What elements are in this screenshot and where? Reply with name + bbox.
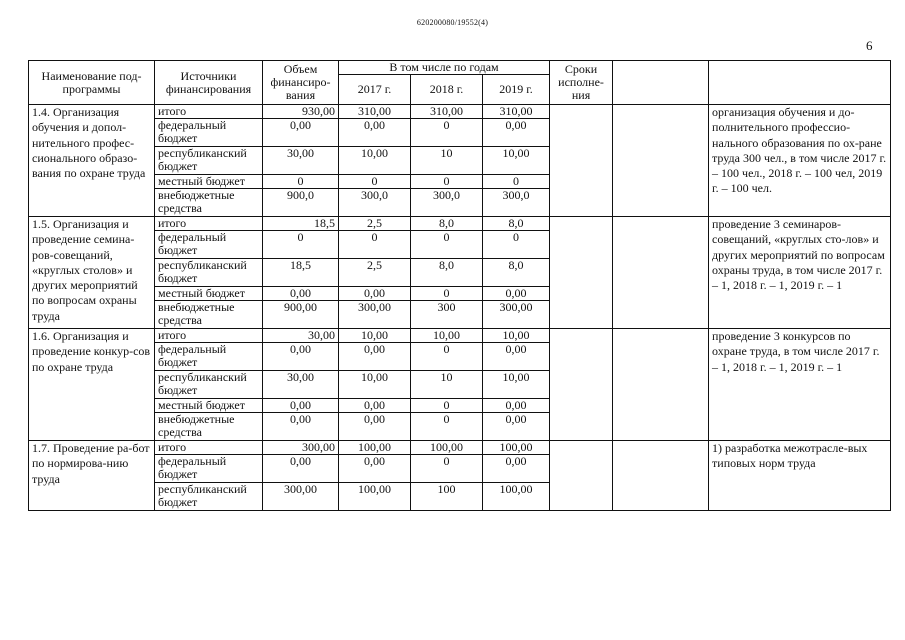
funding-source-cell: внебюджетные средства xyxy=(155,413,263,441)
col-header-deadline: Сроки исполне-ния xyxy=(550,61,613,105)
year-2018-cell: 0 xyxy=(411,413,483,441)
funding-source-cell: итого xyxy=(155,217,263,231)
table-body xyxy=(29,105,891,511)
col-header-volume: Объем финансиро-вания xyxy=(263,61,339,105)
year-2017-cell: 0,00 xyxy=(339,413,411,441)
expected-result-cell: организация обучения и до-полнительного профессио-нального образования по ох-ране труда 300 чел., в том числе 2017 г. – 100 чел., 2018 г. – 100 чел, 2019 г. – 100 чел. xyxy=(709,105,891,217)
volume-cell: 0,00 xyxy=(263,455,339,483)
year-2019-cell: 0,00 xyxy=(483,343,550,371)
year-2018-cell: 0 xyxy=(411,287,483,301)
col-header-source: Источники финансирования xyxy=(155,61,263,105)
year-2017-cell: 0,00 xyxy=(339,287,411,301)
funding-source-cell: местный бюджет xyxy=(155,175,263,189)
year-2017-cell: 10,00 xyxy=(339,329,411,343)
year-2019-cell: 300,00 xyxy=(483,301,550,329)
year-2019-cell: 10,00 xyxy=(483,329,550,343)
page-number: 6 xyxy=(866,38,873,53)
year-2017-cell: 10,00 xyxy=(339,371,411,399)
year-2017-cell: 300,00 xyxy=(339,301,411,329)
year-2017-cell: 2,5 xyxy=(339,217,411,231)
funding-source-cell: республиканский бюджет xyxy=(155,259,263,287)
executor-cell xyxy=(613,441,709,511)
year-2018-cell: 100,00 xyxy=(411,441,483,455)
volume-cell: 0,00 xyxy=(263,343,339,371)
year-2018-cell: 10 xyxy=(411,371,483,399)
funding-source-cell: федеральный бюджет xyxy=(155,119,263,147)
col-header-name: Наименование под-программы xyxy=(29,61,155,105)
volume-cell: 30,00 xyxy=(263,371,339,399)
year-2019-cell: 8,0 xyxy=(483,259,550,287)
volume-cell: 18,5 xyxy=(263,259,339,287)
year-2019-cell: 0,00 xyxy=(483,287,550,301)
subprogram-name-cell: 1.6. Организация и проведение конкур-сов по охране труда xyxy=(29,329,155,441)
year-2017-cell: 10,00 xyxy=(339,147,411,175)
volume-cell: 930,00 xyxy=(263,105,339,119)
year-2018-cell: 0 xyxy=(411,455,483,483)
funding-source-cell: республиканский бюджет xyxy=(155,371,263,399)
volume-cell: 0,00 xyxy=(263,119,339,147)
deadline-cell xyxy=(550,105,613,217)
expected-result-cell: проведение 3 семинаров-совещаний, «круглых сто-лов» и других мероприятий по вопросам охраны труда, в том числе 2017 г. – 1, 2018 г. – 1, 2019 г. – 1 xyxy=(709,217,891,329)
year-2018-cell: 0 xyxy=(411,175,483,189)
deadline-cell xyxy=(550,217,613,329)
volume-cell: 0,00 xyxy=(263,287,339,301)
year-2018-cell: 0 xyxy=(411,119,483,147)
year-2019-cell: 0 xyxy=(483,175,550,189)
col-header-years-group: В том числе по годам xyxy=(339,61,550,75)
volume-cell: 900,0 xyxy=(263,189,339,217)
year-2019-cell: 10,00 xyxy=(483,147,550,175)
year-2019-cell: 10,00 xyxy=(483,371,550,399)
year-2018-cell: 8,0 xyxy=(411,259,483,287)
funding-source-cell: местный бюджет xyxy=(155,287,263,301)
year-2017-cell: 0,00 xyxy=(339,343,411,371)
financing-table xyxy=(28,60,891,511)
volume-cell: 900,00 xyxy=(263,301,339,329)
col-header-executor xyxy=(613,61,709,105)
year-2019-cell: 0,00 xyxy=(483,119,550,147)
year-2019-cell: 0,00 xyxy=(483,413,550,441)
year-2019-cell: 100,00 xyxy=(483,483,550,511)
subprogram-name-cell: 1.4. Организация обучения и допол-нительного профес-сионального образо-вания по охране труда xyxy=(29,105,155,217)
volume-cell: 0 xyxy=(263,231,339,259)
funding-source-cell: внебюджетные средства xyxy=(155,301,263,329)
year-2018-cell: 0 xyxy=(411,343,483,371)
col-header-2018: 2018 г. xyxy=(411,75,483,105)
funding-source-cell: внебюджетные средства xyxy=(155,189,263,217)
year-2018-cell: 310,00 xyxy=(411,105,483,119)
funding-source-cell: итого xyxy=(155,105,263,119)
funding-source-cell: федеральный бюджет xyxy=(155,231,263,259)
funding-source-cell: итого xyxy=(155,329,263,343)
year-2018-cell: 300,0 xyxy=(411,189,483,217)
year-2019-cell: 310,00 xyxy=(483,105,550,119)
deadline-cell xyxy=(550,329,613,441)
executor-cell xyxy=(613,217,709,329)
year-2017-cell: 0 xyxy=(339,175,411,189)
expected-result-cell: проведение 3 конкурсов по охране труда, в том числе 2017 г. – 1, 2018 г. – 1, 2019 г. – 1 xyxy=(709,329,891,441)
volume-cell: 0 xyxy=(263,175,339,189)
year-2019-cell: 0,00 xyxy=(483,399,550,413)
year-2017-cell: 2,5 xyxy=(339,259,411,287)
executor-cell xyxy=(613,105,709,217)
year-2017-cell: 0,00 xyxy=(339,455,411,483)
year-2017-cell: 100,00 xyxy=(339,483,411,511)
subprogram-name-cell: 1.5. Организация и проведение семина-ров-совещаний, «круглых столов» и других мероприятий по вопросам охраны труда xyxy=(29,217,155,329)
table-row xyxy=(29,105,891,119)
funding-source-cell: итого xyxy=(155,441,263,455)
year-2017-cell: 300,0 xyxy=(339,189,411,217)
year-2017-cell: 100,00 xyxy=(339,441,411,455)
funding-source-cell: федеральный бюджет xyxy=(155,455,263,483)
funding-source-cell: местный бюджет xyxy=(155,399,263,413)
col-header-result xyxy=(709,61,891,105)
volume-cell: 0,00 xyxy=(263,399,339,413)
table-row xyxy=(29,441,891,455)
year-2019-cell: 100,00 xyxy=(483,441,550,455)
deadline-cell xyxy=(550,441,613,511)
executor-cell xyxy=(613,329,709,441)
volume-cell: 18,5 xyxy=(263,217,339,231)
year-2019-cell: 0 xyxy=(483,231,550,259)
funding-source-cell: республиканский бюджет xyxy=(155,483,263,511)
volume-cell: 30,00 xyxy=(263,147,339,175)
table-header xyxy=(29,61,891,105)
year-2017-cell: 0,00 xyxy=(339,119,411,147)
year-2017-cell: 0 xyxy=(339,231,411,259)
col-header-2019: 2019 г. xyxy=(483,75,550,105)
volume-cell: 300,00 xyxy=(263,441,339,455)
expected-result-cell: 1) разработка межотрасле-вых типовых норм труда xyxy=(709,441,891,511)
volume-cell: 30,00 xyxy=(263,329,339,343)
year-2017-cell: 310,00 xyxy=(339,105,411,119)
year-2018-cell: 0 xyxy=(411,399,483,413)
year-2019-cell: 300,0 xyxy=(483,189,550,217)
year-2018-cell: 10,00 xyxy=(411,329,483,343)
year-2018-cell: 10 xyxy=(411,147,483,175)
subprogram-name-cell: 1.7. Проведение ра-бот по нормирова-нию труда xyxy=(29,441,155,511)
year-2019-cell: 8,0 xyxy=(483,217,550,231)
document-code: 620200080/19552(4) xyxy=(416,18,489,27)
year-2018-cell: 8,0 xyxy=(411,217,483,231)
funding-source-cell: республиканский бюджет xyxy=(155,147,263,175)
volume-cell: 300,00 xyxy=(263,483,339,511)
year-2017-cell: 0,00 xyxy=(339,399,411,413)
col-header-2017: 2017 г. xyxy=(339,75,411,105)
table-row xyxy=(29,329,891,343)
funding-source-cell: федеральный бюджет xyxy=(155,343,263,371)
year-2018-cell: 100 xyxy=(411,483,483,511)
year-2018-cell: 300 xyxy=(411,301,483,329)
table-row xyxy=(29,217,891,231)
year-2018-cell: 0 xyxy=(411,231,483,259)
volume-cell: 0,00 xyxy=(263,413,339,441)
year-2019-cell: 0,00 xyxy=(483,455,550,483)
